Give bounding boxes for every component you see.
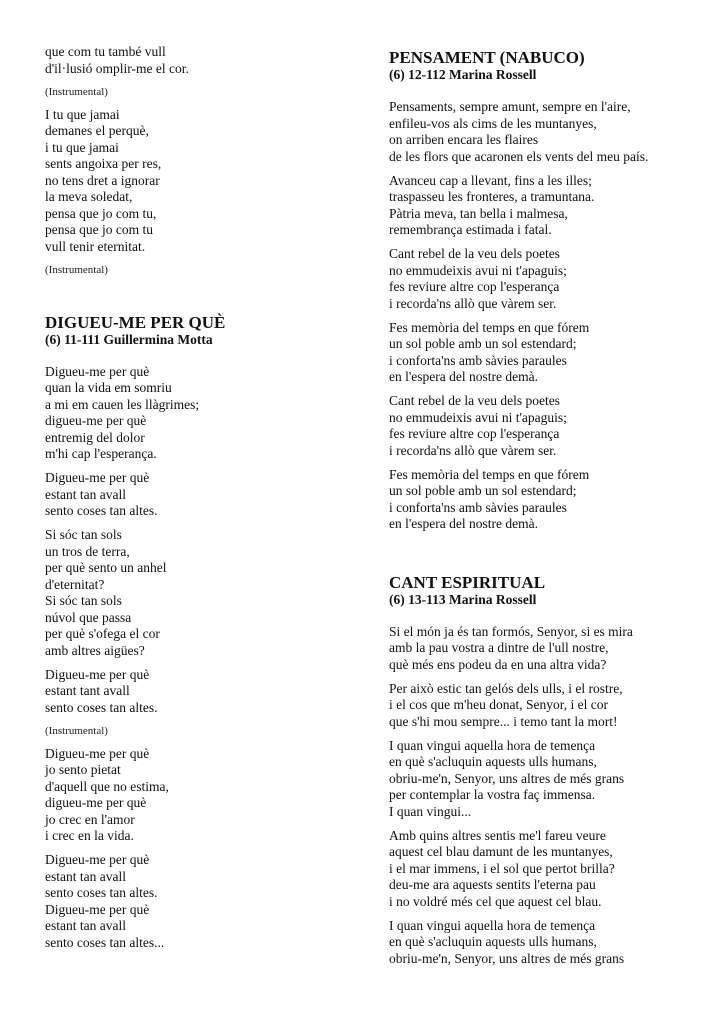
lyric-line: jo crec en l'amor — [45, 811, 135, 827]
lyric-line: Digueu-me per què — [45, 470, 150, 485]
lyric-line: m'hi cap l'esperança. — [45, 446, 157, 461]
stanza — [45, 667, 365, 717]
lyric-line: enfileu-vos als cims de les muntanyes, — [389, 115, 597, 131]
lyric-line: sento coses tan altes. — [45, 503, 158, 518]
lyric-line: I quan vingui... — [389, 803, 472, 819]
stanza — [389, 99, 709, 165]
lyric-line: Si sóc tan sols — [45, 527, 122, 542]
lyric-line: vull tenir eternitat. — [45, 238, 146, 254]
lyric-line: Per això estic tan gelós dels ulls, i el rostre, — [389, 680, 623, 696]
lyric-line: un tros de terra, — [45, 543, 130, 559]
stanza — [389, 918, 709, 968]
lyric-line: per què sento un anhel — [45, 560, 167, 575]
lyric-line: sento coses tan altes... — [45, 934, 165, 950]
stanza — [45, 44, 365, 77]
lyric-line: d'il·lusió omplir-me el cor. — [45, 60, 189, 76]
instrumental-note — [45, 263, 365, 277]
lyric-line: i recorda'ns allò que vàrem ser. — [389, 442, 557, 458]
lyric-line: en què s'acluquin aquests ulls humans, — [389, 934, 597, 949]
lyric-line: Digueu-me per què — [45, 363, 150, 379]
lyric-line: obriu-me'n, Senyor, uns altres de més grans — [389, 950, 625, 966]
stanza — [45, 364, 365, 463]
lyric-line: on arriben encara les flaires — [389, 132, 539, 147]
lyric-line: d'aquell que no estima, — [45, 778, 169, 794]
lyric-line: traspasseu les fronteres, a tramuntana. — [389, 189, 595, 204]
stanza — [45, 107, 365, 256]
lyric-line: que s'hi mou sempre... i temo tant la mort! — [389, 713, 618, 729]
lyric-line: sento coses tan altes. — [45, 699, 158, 715]
lyric-line: i conforta'ns amb sàvies paraules — [389, 499, 567, 515]
stanza — [389, 681, 709, 731]
lyric-line: d'eternitat? — [45, 576, 105, 592]
song-section — [45, 44, 365, 277]
lyric-line: per què s'ofega el cor — [45, 626, 160, 641]
lyric-line: Cant rebel de la veu dels poetes — [389, 246, 560, 261]
lyric-line: Cant rebel de la veu dels poetes — [389, 393, 560, 408]
stanza — [389, 467, 709, 533]
lyric-line: Si sóc tan sols — [45, 593, 122, 608]
lyric-line: per contemplar la vostra faç immensa. — [389, 787, 596, 802]
lyric-line: i el cos que m'heu donat, Senyor, i el cor — [389, 697, 608, 712]
lyric-line: digueu-me per què — [45, 795, 147, 810]
lyric-line: estant tan avall — [45, 868, 126, 884]
lyric-line: obriu-me'n, Senyor, uns altres de més grans — [389, 770, 625, 786]
lyric-line: Digueu-me per què — [45, 666, 150, 682]
stanza — [389, 246, 709, 312]
lyric-line: en l'espera del nostre demà. — [389, 369, 538, 384]
lyric-line: què més ens podeu da en una altra vida? — [389, 656, 607, 672]
song-subtitle: (6) 11-111 Guillermina Motta — [45, 331, 213, 347]
lyric-line: i crec en la vida. — [45, 828, 134, 843]
lyric-line: remembrança estimada i fatal. — [389, 222, 552, 237]
song-section — [389, 573, 709, 968]
lyric-line: que com tu també vull — [45, 44, 166, 59]
lyric-line: Digueu-me per què — [45, 852, 150, 867]
song-section — [45, 313, 365, 952]
lyric-line: núvol que passa — [45, 609, 132, 625]
stanza — [389, 320, 709, 386]
instrumental-note — [45, 85, 365, 99]
lyric-line: I tu que jamai — [45, 106, 120, 122]
lyric-line: en l'espera del nostre demà. — [389, 516, 538, 531]
lyric-line: pensa que jo com tu, — [45, 205, 157, 221]
lyric-line: Fes memòria del temps en que fórem — [389, 319, 590, 335]
lyric-line: Pensaments, sempre amunt, sempre en l'aire, — [389, 99, 631, 114]
left-column — [45, 44, 365, 959]
right-column — [389, 48, 709, 975]
stanza — [45, 852, 365, 951]
lyric-line: (Instrumental) — [45, 263, 108, 276]
lyric-line: estant tan avall — [45, 486, 126, 502]
song-subtitle: (6) 13-113 Marina Rossell — [389, 591, 537, 607]
lyric-line: deu-me ara aquests sentits l'eterna pau — [389, 877, 596, 892]
stanza — [389, 393, 709, 459]
lyric-line: i conforta'ns amb sàvies paraules — [389, 352, 567, 368]
lyric-line: a mi em cauen les llàgrimes; — [45, 396, 200, 412]
lyric-line: i no voldré més cel que aquest cel blau. — [389, 893, 602, 909]
stanza — [45, 470, 365, 520]
lyric-line: demanes el perquè, — [45, 123, 149, 138]
lyric-line: en què s'acluquin aquests ulls humans, — [389, 754, 597, 769]
lyric-line: Fes memòria del temps en que fórem — [389, 466, 590, 482]
lyric-line: i el mar immens, i el sol que pertot brilla? — [389, 860, 615, 876]
lyric-line: estant tan avall — [45, 918, 126, 933]
song-subtitle: (6) 12-112 Marina Rossell — [389, 67, 537, 82]
lyric-line: amb altres aigües? — [45, 642, 145, 658]
lyric-line: no emmudeixis avui ni t'apaguis; — [389, 262, 567, 278]
instrumental-note — [45, 724, 365, 738]
song-section — [389, 48, 709, 533]
song-title: CANT ESPIRITUAL — [389, 572, 546, 592]
lyric-line: fes reviure altre cop l'esperança — [389, 426, 560, 441]
stanza — [389, 828, 709, 911]
song-title: DIGUEU-ME PER QUÈ — [45, 312, 226, 332]
lyric-line: (Instrumental) — [45, 724, 108, 737]
lyric-line: Digueu-me per què — [45, 901, 150, 917]
stanza — [389, 624, 709, 674]
lyric-line: Digueu-me per què — [45, 745, 150, 761]
stanza — [45, 746, 365, 845]
song-title: PENSAMENT (NABUCO) — [389, 48, 585, 67]
lyric-line: entremig del dolor — [45, 429, 145, 445]
lyric-line: sents angoixa per res, — [45, 156, 162, 171]
lyric-line: Pàtria meva, tan bella i malmesa, — [389, 205, 568, 221]
lyric-line: pensa que jo com tu — [45, 222, 153, 237]
lyric-line: un sol poble amb un sol estendard; — [389, 336, 577, 351]
lyric-line: I quan vingui aquella hora de temença — [389, 917, 596, 933]
lyric-line: fes reviure altre cop l'esperança — [389, 279, 560, 294]
lyric-line: estant tant avall — [45, 683, 130, 698]
lyric-line: i tu que jamai — [45, 139, 119, 155]
lyric-line: Amb quins altres sentis me'l fareu veure — [389, 827, 606, 843]
lyric-line: digueu-me per què — [45, 413, 147, 428]
lyric-line: (Instrumental) — [45, 85, 108, 98]
lyric-line: quan la vida em somriu — [45, 380, 172, 395]
stanza — [45, 527, 365, 659]
lyric-line: I quan vingui aquella hora de temença — [389, 737, 596, 753]
lyric-line: de les flors que acaronen els vents del meu país. — [389, 148, 649, 164]
lyric-line: un sol poble amb un sol estendard; — [389, 483, 577, 498]
lyric-line: aquest cel blau damunt de les muntanyes, — [389, 844, 613, 859]
lyric-line: jo sento pietat — [45, 762, 121, 777]
lyric-line: la meva soledat, — [45, 189, 133, 204]
lyric-line: no emmudeixis avui ni t'apaguis; — [389, 409, 567, 425]
lyric-line: i recorda'ns allò que vàrem ser. — [389, 295, 557, 311]
stanza — [389, 173, 709, 239]
lyric-line: amb la pau vostra a dintre de l'ull nostre, — [389, 640, 609, 655]
lyric-line: Avanceu cap a llevant, fins a les illes; — [389, 172, 592, 188]
lyric-line: no tens dret a ignorar — [45, 172, 160, 188]
stanza — [389, 738, 709, 821]
lyric-line: sento coses tan altes. — [45, 885, 158, 900]
lyric-line: Si el món ja és tan formós, Senyor, si es mira — [389, 623, 633, 639]
